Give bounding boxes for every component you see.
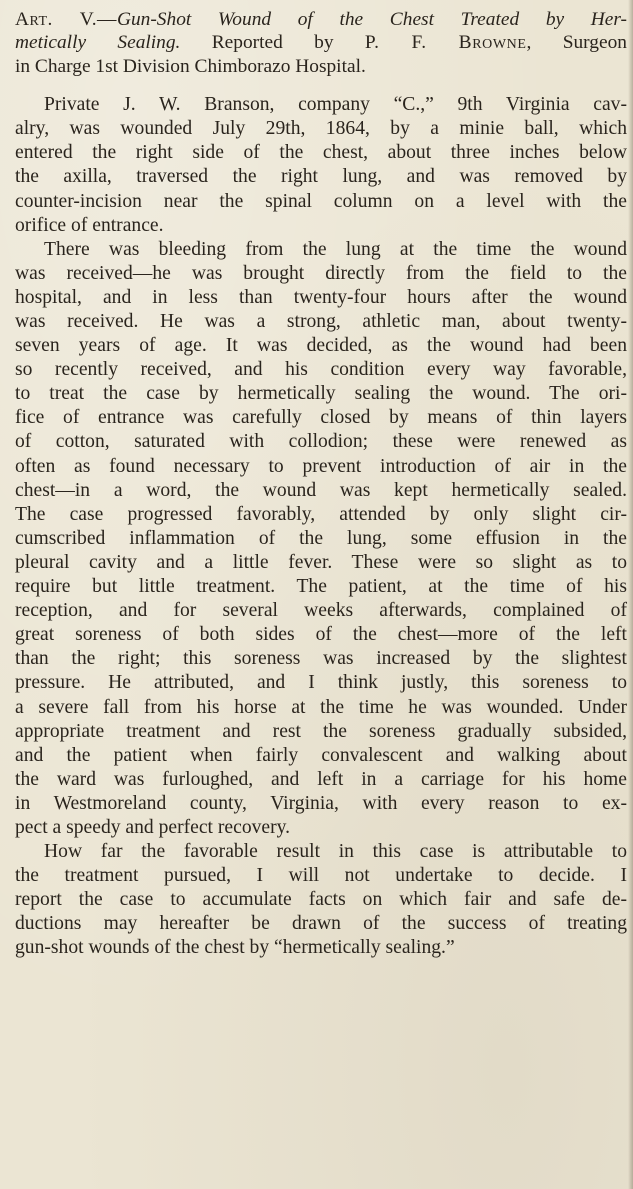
article — [15, 8, 627, 961]
heading-gap — [15, 78, 627, 93]
text-line: The case progressed favorably, attended by only slight cir- — [15, 503, 627, 525]
text-line: reception, and for several weeks afterwards, complained of — [15, 600, 627, 622]
text-line: cumscribed inflammation of the lung, some effusion in the — [15, 527, 627, 549]
text-line: of cotton, saturated with collodion; these were renewed as — [15, 431, 627, 453]
text-line: to treat the case by hermetically sealing the wound. The ori- — [15, 383, 627, 405]
text-line: pect a speedy and perfect recovery. — [15, 816, 291, 838]
text-line: gun-shot wounds of the chest by “hermetically sealing.” — [15, 937, 455, 959]
article-title-part-2: metically Sealing. — [15, 32, 181, 54]
text-line: report the case to accumulate facts on which fair and safe de- — [15, 889, 627, 911]
heading-line-1 — [15, 8, 627, 31]
text-line: entered the right side of the chest, about three inches below — [15, 142, 627, 164]
article-title-part-1: Gun-Shot Wound of the Chest Treated by Her- — [116, 9, 627, 30]
reported-by-text: Reported by — [180, 32, 365, 54]
text-line: was received. He was a strong, athletic man, about twenty- — [15, 311, 627, 333]
author-name: P. F. Browne — [364, 32, 527, 54]
text-line: How far the favorable result in this case is attributable to — [44, 841, 627, 863]
text-line: so recently received, and his condition every way favorable, — [15, 359, 627, 381]
text-line: great soreness of both sides of the chest—more of the left — [15, 624, 627, 646]
text-line: orifice of entrance. — [15, 214, 164, 236]
text-line: was received—he was brought directly from the field to the — [15, 262, 627, 284]
article-heading — [15, 8, 627, 78]
author-role: , Surgeon — [526, 32, 627, 54]
text-line: pleural cavity and a little fever. These were so slight as to — [15, 551, 627, 573]
text-line: a severe fall from his horse at the time he was wounded. Under — [15, 696, 627, 718]
text-line: chest—in a word, the wound was kept hermetically sealed. — [15, 479, 627, 501]
text-line: than the right; this soreness was increased by the slightest — [15, 648, 627, 670]
article-number: Art. V.— — [15, 9, 117, 30]
text-line: pressure. He attributed, and I think justly, this soreness to — [15, 672, 627, 694]
text-line: seven years of age. It was decided, as the wound had been — [15, 335, 627, 357]
text-line: require but little treatment. The patient, at the time of his — [15, 576, 627, 598]
heading-line-2 — [15, 31, 627, 54]
page-edge-shadow — [628, 0, 633, 1189]
article-body — [15, 93, 627, 960]
text-line: ductions may hereafter be drawn of the success of treating — [15, 913, 627, 935]
text-line: the ward was furloughed, and left in a carriage for his home — [15, 768, 627, 790]
text-line: the axilla, traversed the right lung, and was removed by — [15, 166, 627, 188]
text-line: Private J. W. Branson, company “C.,” 9th Virginia cav- — [44, 94, 627, 116]
text-line: alry, was wounded July 29th, 1864, by a minie ball, which — [15, 118, 627, 140]
paragraph — [15, 238, 627, 840]
text-line: in Westmoreland county, Virginia, with every reason to ex- — [15, 792, 627, 814]
text-line: often as found necessary to prevent introduction of air in the — [15, 455, 627, 477]
text-line: the treatment pursued, I will not undertake to decide. I — [15, 865, 627, 887]
text-line: appropriate treatment and rest the soreness gradually subsided, — [15, 720, 627, 742]
text-line: There was bleeding from the lung at the time the wound — [44, 238, 627, 260]
heading-line-3: in Charge 1st Division Chimborazo Hospital. — [15, 55, 366, 77]
text-line: counter-incision near the spinal column on a level with the — [15, 190, 627, 212]
text-line: hospital, and in less than twenty-four hours after the wound — [15, 286, 627, 308]
paragraph — [15, 840, 627, 960]
paragraph — [15, 93, 627, 238]
text-line: fice of entrance was carefully closed by means of thin layers — [15, 407, 627, 429]
text-line: and the patient when fairly convalescent and walking about — [15, 744, 627, 766]
